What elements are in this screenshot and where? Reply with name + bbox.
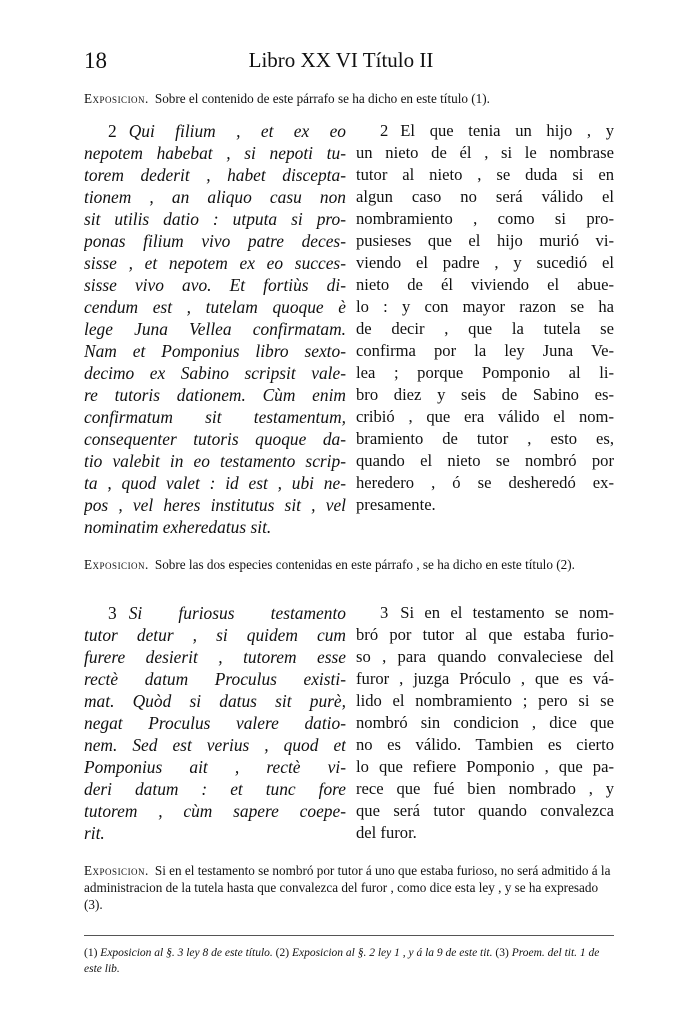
line-text: presamente.: [356, 495, 436, 514]
text-line: [84, 340, 346, 362]
line-text: nominatim exheredatus sit.: [84, 517, 272, 537]
text-line: [84, 450, 346, 472]
line-text: heredero , ó se desheredó ex-: [356, 473, 614, 492]
line-text: mat. Quòd si datus sit purè,: [84, 691, 346, 711]
footnote-number: (2): [275, 947, 290, 959]
line-text: nepotem habebat , si nepoti tu-: [84, 143, 346, 163]
page-number: 18: [84, 48, 107, 73]
exposicion-note-3: [84, 862, 614, 913]
exposicion-text: Sobre el contenido de este párrafo se ha dicho en este título (1).: [154, 91, 490, 106]
line-text: cribió , que era válido el nom-: [356, 407, 614, 426]
line-text: nieto de él viviendo el abue-: [356, 275, 614, 294]
text-line: [84, 516, 346, 538]
line-text: torem dederit , habet disceptа-: [84, 165, 346, 185]
text-line: [356, 230, 614, 252]
exposicion-label: Exposicion.: [84, 863, 149, 878]
line-text: rece que fué bien nombrado , y: [356, 779, 614, 798]
text-line: [356, 756, 614, 778]
text-line: [356, 120, 614, 142]
footnote-text: Proem. del tit. 1 de este lib.: [84, 947, 600, 975]
line-text: bró por tutor al que estaba furio-: [356, 625, 614, 644]
line-text: que será tutor quando convalezca: [356, 801, 614, 820]
line-text: furere desierit , tutorem esse: [84, 647, 346, 667]
line-text: confirmatum sit testamentum,: [84, 407, 346, 427]
footnote-text: Exposicion al §. 3 ley 8 de este título.: [100, 947, 273, 959]
line-text: Pomponius ait , rectè vi-: [84, 757, 346, 777]
paragraph-number: 2: [108, 121, 117, 141]
paragraph-number: 3: [108, 603, 117, 623]
paragraph-number: 2: [380, 121, 389, 140]
running-title: Libro XX VI Título II: [248, 48, 434, 72]
text-line: [356, 800, 614, 822]
line-text: sit utilis datio : utputa si pro-: [84, 209, 346, 229]
text-line: [356, 778, 614, 800]
text-line: [356, 406, 614, 428]
text-line: [84, 362, 346, 384]
text-line: [84, 120, 346, 142]
text-line: [356, 318, 614, 340]
line-text: furor , juzga Próculo , que es vá-: [356, 669, 614, 688]
text-line: [84, 800, 346, 822]
line-text: re tutoris dationem. Cùm enim: [84, 385, 346, 405]
text-line: [356, 668, 614, 690]
exposicion-label: Exposicion.: [84, 557, 149, 572]
exposicion-note-2: [84, 556, 614, 573]
exposicion-label: Exposicion.: [84, 91, 149, 106]
text-line: [356, 274, 614, 296]
line-text: cendum est , tutelam quoque è: [84, 297, 346, 317]
text-line: [84, 602, 346, 624]
spanish-translation-column: [356, 120, 614, 516]
line-text: tio valebit in eo testamento scrip-: [84, 451, 346, 471]
text-line: [84, 296, 346, 318]
text-line: [84, 624, 346, 646]
text-line: [356, 142, 614, 164]
line-text: Nam et Pomponius libro sexto-: [84, 341, 346, 361]
text-line: [84, 668, 346, 690]
text-line: [84, 822, 346, 844]
line-text: bramiento de tutor , esto es,: [356, 429, 614, 448]
text-line: [84, 164, 346, 186]
line-text: nem. Sed est verius , quod et: [84, 735, 346, 755]
line-text: rit.: [84, 823, 105, 843]
text-line: [356, 602, 614, 624]
line-text: pusieses que el hijo murió vi-: [356, 231, 614, 250]
line-text: Si en el testamento se nom-: [400, 603, 614, 622]
footnotes: [84, 945, 614, 977]
line-text: El que tenia un hijo , y: [400, 121, 614, 140]
line-text: pos , vel heres institutus sit , vel: [84, 495, 346, 515]
text-line: [356, 472, 614, 494]
text-line: [356, 712, 614, 734]
line-text: nombramiento , como si pro-: [356, 209, 614, 228]
latin-text-column: [84, 602, 346, 844]
line-text: un nieto de él , si le nombrase: [356, 143, 614, 162]
text-line: [356, 624, 614, 646]
text-line: [84, 734, 346, 756]
line-text: decimo ex Sabino scripsit vale-: [84, 363, 346, 383]
line-text: rectè datum Proculus existi-: [84, 669, 346, 689]
text-line: [356, 362, 614, 384]
text-line: [84, 494, 346, 516]
text-line: [84, 712, 346, 734]
text-line: [356, 340, 614, 362]
text-line: [84, 274, 346, 296]
text-line: [356, 208, 614, 230]
line-text: confirma por la ley Juna Ve-: [356, 341, 614, 360]
exposicion-note-1: [84, 90, 614, 107]
text-line: [84, 756, 346, 778]
exposicion-text: Si en el testamento se nombró por tutor á uno que estaba furioso, no será admitido á la administracion de la tutela hasta que convalezca del furor , como dice esta ley , y se ha expresado (3).: [84, 863, 611, 912]
spanish-translation-column: [356, 602, 614, 844]
line-text: deri datum : et tunc fore: [84, 779, 346, 799]
text-line: [84, 472, 346, 494]
line-text: sisse vivo avo. Et fortiùs di-: [84, 275, 346, 295]
line-text: so , para quando convaleciese del: [356, 647, 614, 666]
text-line: [84, 208, 346, 230]
text-line: [84, 646, 346, 668]
line-text: ponas filium vivo patre deces-: [84, 231, 346, 251]
line-text: tutorem , cùm sapere coepe-: [84, 801, 346, 821]
text-line: [356, 428, 614, 450]
text-line: [356, 252, 614, 274]
text-line: [356, 450, 614, 472]
text-line: [356, 186, 614, 208]
line-text: sisse , et nepotem ex eo succes-: [84, 253, 346, 273]
text-line: [84, 230, 346, 252]
footnote-number: (1): [84, 947, 98, 959]
text-line: [84, 778, 346, 800]
text-line: [84, 318, 346, 340]
text-line: [356, 494, 614, 516]
text-line: [84, 406, 346, 428]
line-text: nombró sin condicion , dice que: [356, 713, 614, 732]
text-line: [356, 690, 614, 712]
line-text: de decir , que la tutela se: [356, 319, 614, 338]
text-line: [356, 164, 614, 186]
text-line: [356, 822, 614, 844]
footnote-divider: [84, 935, 614, 936]
text-line: [84, 384, 346, 406]
text-line: [356, 296, 614, 318]
line-text: algun caso no será válido el: [356, 187, 614, 206]
footnote-number: (3): [495, 947, 509, 959]
exposicion-text: Sobre las dos especies contenidas en este párrafo , se ha dicho en este título (2).: [154, 557, 575, 572]
line-text: negat Proculus valere datio-: [84, 713, 346, 733]
line-text: consequenter tutoris quoque da-: [84, 429, 346, 449]
line-text: bro diez y seis de Sabino es-: [356, 385, 614, 404]
page-header: [0, 48, 682, 78]
line-text: lo : y con mayor razon se ha: [356, 297, 614, 316]
line-text: lege Juna Vellea confirmatam.: [84, 319, 346, 339]
text-line: [84, 252, 346, 274]
line-text: no es válido. Tambien es cierto: [356, 735, 614, 754]
text-line: [356, 734, 614, 756]
text-line: [84, 186, 346, 208]
line-text: lido el nombramiento ; pero si se: [356, 691, 614, 710]
text-line: [84, 142, 346, 164]
latin-text-column: [84, 120, 346, 538]
footnote-text: Exposicion al §. 2 ley 1 , y á la 9 de este tit.: [291, 947, 493, 959]
line-text: tutor detur , si quidem cum: [84, 625, 346, 645]
line-text: Qui filium , et ex eo: [128, 121, 346, 141]
line-text: del furor.: [356, 823, 417, 842]
paragraph-number: 3: [380, 603, 389, 622]
text-line: [84, 428, 346, 450]
text-line: [356, 646, 614, 668]
line-text: Si furiosus testamento: [128, 603, 346, 623]
line-text: lo que refiere Pomponio , que pa-: [356, 757, 614, 776]
line-text: tutor al nieto , se duda si en: [356, 165, 614, 184]
line-text: quando el nieto se nombró por: [356, 451, 614, 470]
line-text: viendo el padre , y sucedió el: [356, 253, 614, 272]
line-text: lea ; porque Pomponio al li-: [356, 363, 614, 382]
line-text: tionem , an aliquо casu non: [84, 187, 346, 207]
line-text: ta , quod valet : id est , ubi ne-: [84, 473, 346, 493]
text-line: [84, 690, 346, 712]
text-line: [356, 384, 614, 406]
